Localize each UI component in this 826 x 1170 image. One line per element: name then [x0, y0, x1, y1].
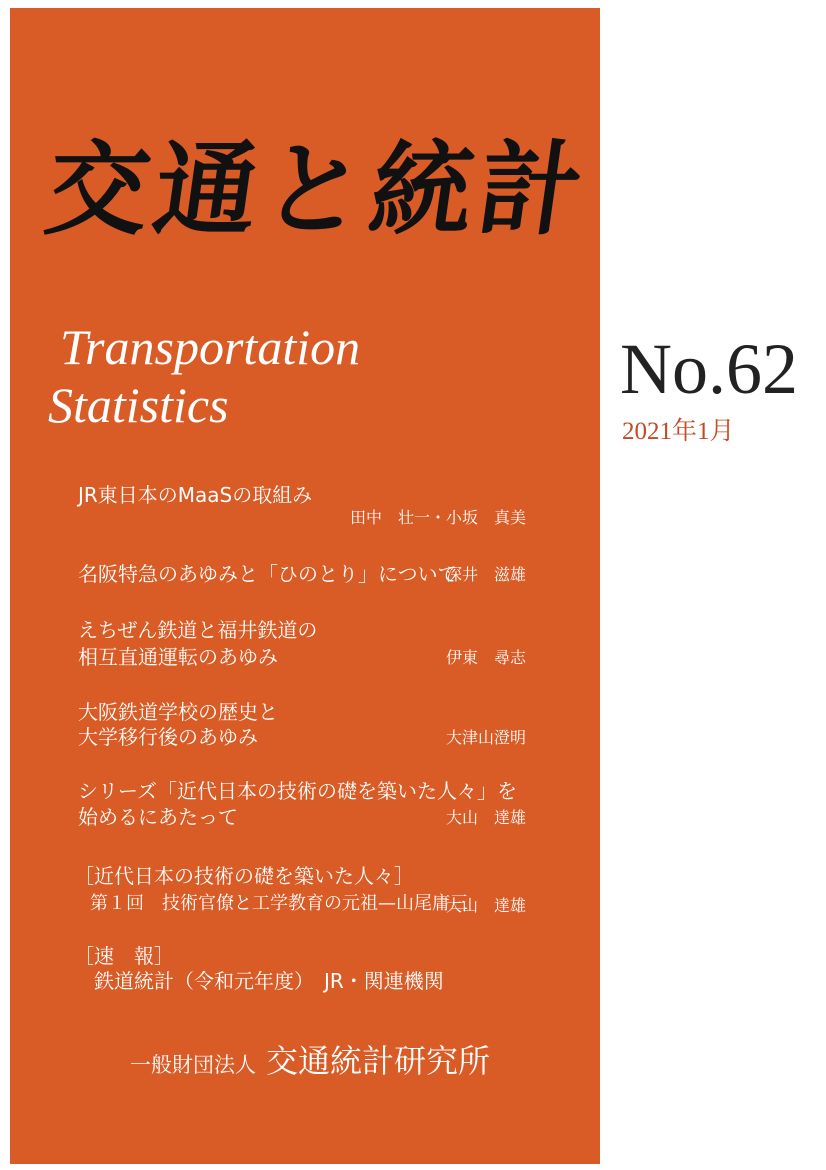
article-1-title: JR東日本のMaaSの取組み — [78, 483, 313, 507]
journal-title: 交通と統計 — [38, 131, 596, 250]
article-5-title-line2: 始めるにあたって — [78, 805, 238, 829]
publisher-name: 交通統計研究所 — [266, 1042, 491, 1080]
article-6-title-line2: 第１回 技術官僚と工学教育の元祖—山尾庸三 — [90, 893, 468, 914]
publisher — [130, 1036, 490, 1082]
article-4-author: 大津山澄明 — [445, 728, 526, 747]
issue-number: No.62 — [620, 329, 798, 409]
article-5-author: 大山 達雄 — [445, 808, 526, 827]
article-4-title-line1: 大阪鉄道学校の歴史と — [78, 700, 278, 724]
issue-date: 2021年1月 — [622, 418, 735, 445]
article-6-author: 大山 達雄 — [445, 896, 526, 915]
article-4-title-line2: 大学移行後のあゆみ — [78, 725, 258, 749]
english-title-line1: Transportation — [60, 319, 361, 375]
publisher-org-type: 一般財団法人 — [130, 1053, 256, 1077]
article-1-author: 田中 壮一・小坂 真美 — [349, 508, 526, 527]
article-6-title-line1: ［近代日本の技術の礎を築いた人々］ — [74, 864, 414, 888]
article-7-title-line1: ［速 報］ — [74, 944, 174, 968]
article-7-title-line2: 鉄道統計（令和元年度） JR・関連機関 — [94, 969, 444, 993]
article-3-author: 伊東 尋志 — [445, 648, 526, 667]
article-2-title: 名阪特急のあゆみと「ひのとり」について — [78, 562, 458, 586]
article-2-author: 深井 滋雄 — [445, 565, 526, 584]
article-5-title-line1: シリーズ「近代日本の技術の礎を築いた人々」を — [78, 779, 517, 803]
english-title-line2: Statistics — [48, 377, 229, 433]
article-3-title-line2: 相互直通運転のあゆみ — [78, 645, 278, 669]
article-3-title-line1: えちぜん鉄道と福井鉄道の — [78, 618, 318, 642]
